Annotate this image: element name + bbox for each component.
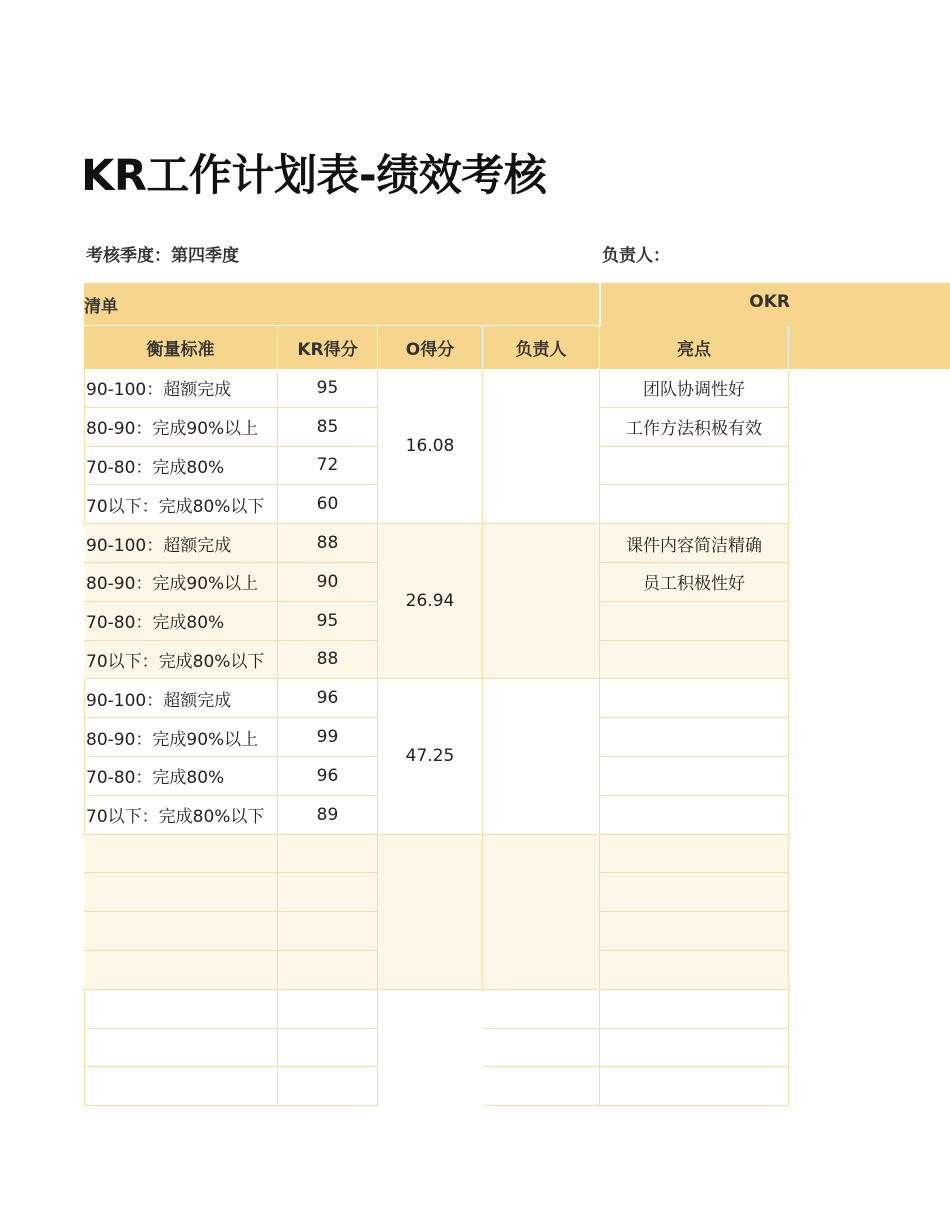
kr-score-cell[interactable]	[278, 1029, 378, 1068]
kr-score-cell[interactable]: 95	[278, 602, 378, 641]
kr-score-cell[interactable]: 96	[278, 679, 378, 718]
kr-standard-cell[interactable]: 80-90：完成90%以上	[84, 718, 278, 757]
highlight-cell[interactable]: 团队协调性好	[600, 369, 789, 408]
highlight-cell[interactable]	[600, 951, 789, 990]
kr-standard-cell[interactable]: 70以下：完成80%以下	[84, 796, 278, 835]
kr-standard-cell[interactable]: 90-100：超额完成	[84, 524, 278, 563]
owner-cell[interactable]	[483, 679, 600, 834]
kr-standard-cell[interactable]	[84, 1067, 278, 1106]
kr-standard-cell[interactable]	[84, 873, 278, 912]
highlight-cell[interactable]	[600, 1029, 789, 1068]
kr-standard-cell[interactable]	[84, 951, 278, 990]
list-section-label: 清单	[84, 297, 118, 317]
quarter-label: 考核季度：第四季度	[86, 246, 239, 266]
owner-cell[interactable]	[483, 524, 600, 679]
kr-standard-cell[interactable]	[84, 835, 278, 874]
highlight-cell[interactable]	[600, 602, 789, 641]
kr-standard-cell[interactable]	[84, 1029, 278, 1068]
list-section-band	[84, 283, 600, 325]
kr-score-cell[interactable]	[278, 990, 378, 1029]
kr-standard-cell[interactable]: 80-90：完成90%以上	[84, 408, 278, 447]
kr-score-cell[interactable]: 85	[278, 408, 378, 447]
highlight-cell[interactable]: 员工积极性好	[600, 563, 789, 602]
kr-standard-cell[interactable]: 70-80：完成80%	[84, 447, 278, 486]
highlight-cell[interactable]	[600, 1067, 789, 1106]
owner-cell[interactable]	[483, 835, 600, 990]
highlight-cell[interactable]	[600, 835, 789, 874]
okr-section-label: OKR	[749, 292, 790, 312]
highlight-cell[interactable]	[600, 757, 789, 796]
highlight-cell[interactable]: 课件内容简洁精确	[600, 524, 789, 563]
kr-standard-cell[interactable]: 80-90：完成90%以上	[84, 563, 278, 602]
kr-score-cell[interactable]	[278, 835, 378, 874]
kr-score-cell[interactable]	[278, 1067, 378, 1106]
kr-standard-cell[interactable]: 90-100：超额完成	[84, 679, 278, 718]
highlight-cell[interactable]	[600, 485, 789, 524]
o-score-cell[interactable]: 47.25	[378, 679, 483, 834]
header-o-score[interactable]: O得分	[378, 326, 483, 369]
highlight-cell[interactable]	[600, 679, 789, 718]
highlight-cell[interactable]	[600, 718, 789, 757]
highlight-cell[interactable]	[600, 447, 789, 486]
header-kr-score[interactable]: KR得分	[278, 326, 378, 369]
kr-score-cell[interactable]: 89	[278, 796, 378, 835]
kr-score-cell[interactable]	[278, 873, 378, 912]
o-score-cell[interactable]: 16.08	[378, 369, 483, 524]
highlight-cell[interactable]	[600, 912, 789, 951]
kr-score-cell[interactable]	[278, 912, 378, 951]
kr-standard-cell[interactable]: 90-100：超额完成	[84, 369, 278, 408]
kr-score-cell[interactable]: 99	[278, 718, 378, 757]
o-score-cell[interactable]: 26.94	[378, 524, 483, 679]
kr-score-cell[interactable]: 88	[278, 524, 378, 563]
highlight-cell[interactable]	[600, 873, 789, 912]
kr-standard-cell[interactable]: 70以下：完成80%以下	[84, 641, 278, 680]
header-highlight[interactable]: 亮点	[600, 326, 789, 369]
owner-cell[interactable]	[483, 369, 600, 524]
owner-cell[interactable]	[483, 990, 600, 1029]
owner-cell[interactable]	[483, 1029, 600, 1068]
kr-standard-cell[interactable]	[84, 990, 278, 1029]
kr-standard-cell[interactable]	[84, 912, 278, 951]
kr-score-cell[interactable]: 60	[278, 485, 378, 524]
owner-cell[interactable]	[483, 1067, 600, 1106]
o-score-cell[interactable]	[378, 835, 483, 990]
kr-score-cell[interactable]: 88	[278, 641, 378, 680]
kr-score-cell[interactable]: 96	[278, 757, 378, 796]
kr-score-cell[interactable]	[278, 951, 378, 990]
kr-score-cell[interactable]: 90	[278, 563, 378, 602]
kr-score-cell[interactable]: 95	[278, 369, 378, 408]
highlight-cell[interactable]	[600, 796, 789, 835]
owner-label: 负责人：	[602, 246, 670, 266]
kr-standard-cell[interactable]: 70-80：完成80%	[84, 757, 278, 796]
header-standard[interactable]: 衡量标准	[84, 326, 278, 369]
header-owner[interactable]: 负责人	[483, 326, 600, 369]
page-title: KR工作计划表-绩效考核	[81, 151, 547, 201]
highlight-cell[interactable]	[600, 641, 789, 680]
kr-standard-cell[interactable]: 70-80：完成80%	[84, 602, 278, 641]
kr-score-cell[interactable]: 72	[278, 447, 378, 486]
kr-standard-cell[interactable]: 70以下：完成80%以下	[84, 485, 278, 524]
highlight-cell[interactable]	[600, 990, 789, 1029]
highlight-cell[interactable]: 工作方法积极有效	[600, 408, 789, 447]
